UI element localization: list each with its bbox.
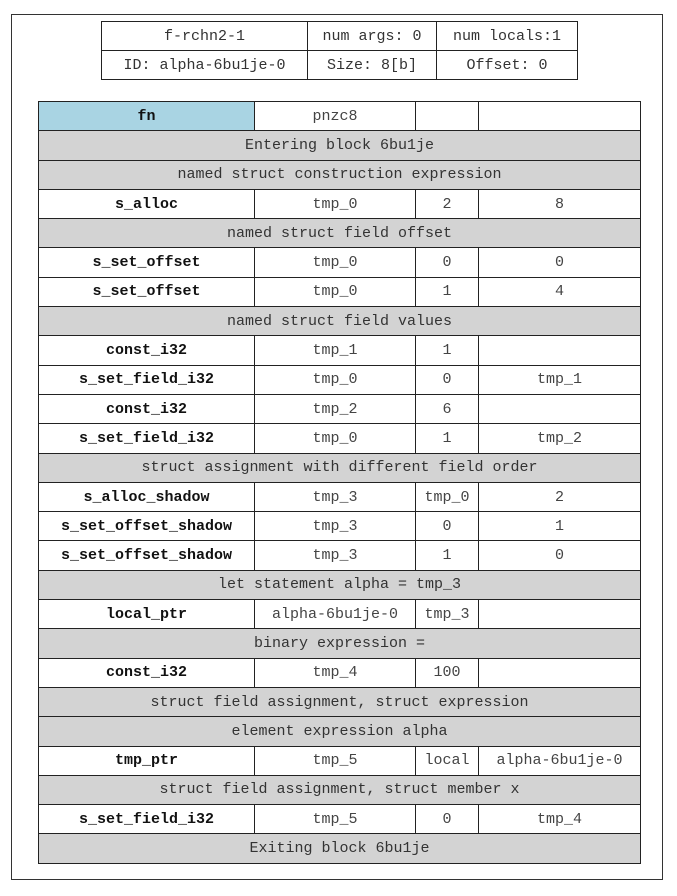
operand-b-cell: 1 (416, 336, 479, 365)
section-row (39, 717, 641, 746)
instruction-row (39, 336, 641, 365)
operand-c-cell: 0 (479, 541, 641, 570)
operand-b-cell: 0 (416, 365, 479, 394)
section-row (39, 160, 641, 189)
instruction-row (39, 248, 641, 277)
fn-row (39, 102, 641, 131)
opcode-cell: const_i32 (39, 336, 255, 365)
opcode-cell: s_set_field_i32 (39, 365, 255, 394)
instruction-row (39, 746, 641, 775)
operand-b-cell: 1 (416, 424, 479, 453)
opcode-cell: tmp_ptr (39, 746, 255, 775)
operand-a-cell: pnzc8 (255, 102, 416, 131)
function-id: ID: alpha-6bu1je-0 (102, 51, 308, 80)
operand-c-cell: 0 (479, 248, 641, 277)
operand-a-cell: tmp_0 (255, 189, 416, 218)
operand-a-cell: tmp_0 (255, 365, 416, 394)
operand-c-cell: 8 (479, 189, 641, 218)
function-header-table (101, 21, 578, 80)
operand-c-cell: 4 (479, 277, 641, 306)
operand-b-cell: tmp_3 (416, 600, 479, 629)
operand-b-cell: 100 (416, 658, 479, 687)
opcode-cell: s_set_offset_shadow (39, 541, 255, 570)
opcode-cell: const_i32 (39, 394, 255, 423)
section-label: struct field assignment, struct member x (39, 775, 641, 804)
instruction-row (39, 424, 641, 453)
operand-c-cell (479, 600, 641, 629)
section-row (39, 570, 641, 599)
instruction-row (39, 658, 641, 687)
opcode-cell: s_set_field_i32 (39, 805, 255, 834)
operand-c-cell (479, 394, 641, 423)
operand-b-cell: tmp_0 (416, 482, 479, 511)
operand-b-cell: 1 (416, 277, 479, 306)
operand-c-cell: tmp_1 (479, 365, 641, 394)
operand-b-cell: 0 (416, 805, 479, 834)
operand-a-cell: alpha-6bu1je-0 (255, 600, 416, 629)
operand-a-cell: tmp_3 (255, 541, 416, 570)
section-row (39, 629, 641, 658)
opcode-cell: fn (39, 102, 255, 131)
operand-b-cell: 6 (416, 394, 479, 423)
opcode-cell: const_i32 (39, 658, 255, 687)
operand-c-cell (479, 102, 641, 131)
section-label: named struct field values (39, 307, 641, 336)
operand-c-cell (479, 658, 641, 687)
instruction-row (39, 189, 641, 218)
operand-a-cell: tmp_2 (255, 394, 416, 423)
operand-a-cell: tmp_5 (255, 746, 416, 775)
section-row (39, 219, 641, 248)
instruction-row (39, 600, 641, 629)
num-args: num args: 0 (308, 22, 437, 51)
section-row (39, 834, 641, 863)
operand-a-cell: tmp_0 (255, 248, 416, 277)
opcode-cell: s_set_field_i32 (39, 424, 255, 453)
instruction-table-body (39, 102, 641, 864)
section-label: binary expression = (39, 629, 641, 658)
operand-b-cell: 0 (416, 512, 479, 541)
instruction-row (39, 512, 641, 541)
operand-a-cell: tmp_0 (255, 277, 416, 306)
operand-c-cell: 2 (479, 482, 641, 511)
section-label: struct field assignment, struct expression (39, 687, 641, 716)
section-row (39, 307, 641, 336)
operand-b-cell (416, 102, 479, 131)
opcode-cell: s_set_offset_shadow (39, 512, 255, 541)
instruction-row (39, 394, 641, 423)
operand-c-cell: 1 (479, 512, 641, 541)
instruction-row (39, 482, 641, 511)
operand-b-cell: 1 (416, 541, 479, 570)
header-row (102, 51, 578, 80)
num-locals: num locals:1 (437, 22, 578, 51)
operand-b-cell: local (416, 746, 479, 775)
function-offset: Offset: 0 (437, 51, 578, 80)
section-label: element expression alpha (39, 717, 641, 746)
instruction-row (39, 277, 641, 306)
function-size: Size: 8[b] (308, 51, 437, 80)
section-row (39, 687, 641, 716)
section-label: let statement alpha = tmp_3 (39, 570, 641, 599)
instruction-row (39, 541, 641, 570)
header-row (102, 22, 578, 51)
opcode-cell: s_alloc (39, 189, 255, 218)
section-row (39, 131, 641, 160)
section-label: Entering block 6bu1je (39, 131, 641, 160)
opcode-cell: s_alloc_shadow (39, 482, 255, 511)
opcode-cell: local_ptr (39, 600, 255, 629)
section-label: named struct construction expression (39, 160, 641, 189)
function-name: f-rchn2-1 (102, 22, 308, 51)
operand-c-cell: tmp_2 (479, 424, 641, 453)
instruction-table (38, 101, 641, 864)
section-label: Exiting block 6bu1je (39, 834, 641, 863)
operand-b-cell: 2 (416, 189, 479, 218)
operand-c-cell: alpha-6bu1je-0 (479, 746, 641, 775)
instruction-row (39, 365, 641, 394)
operand-c-cell (479, 336, 641, 365)
operand-a-cell: tmp_4 (255, 658, 416, 687)
section-row (39, 453, 641, 482)
instruction-row (39, 805, 641, 834)
operand-b-cell: 0 (416, 248, 479, 277)
operand-a-cell: tmp_1 (255, 336, 416, 365)
operand-a-cell: tmp_0 (255, 424, 416, 453)
section-row (39, 775, 641, 804)
operand-a-cell: tmp_3 (255, 512, 416, 541)
operand-a-cell: tmp_3 (255, 482, 416, 511)
section-label: named struct field offset (39, 219, 641, 248)
opcode-cell: s_set_offset (39, 277, 255, 306)
operand-a-cell: tmp_5 (255, 805, 416, 834)
operand-c-cell: tmp_4 (479, 805, 641, 834)
section-label: struct assignment with different field order (39, 453, 641, 482)
opcode-cell: s_set_offset (39, 248, 255, 277)
